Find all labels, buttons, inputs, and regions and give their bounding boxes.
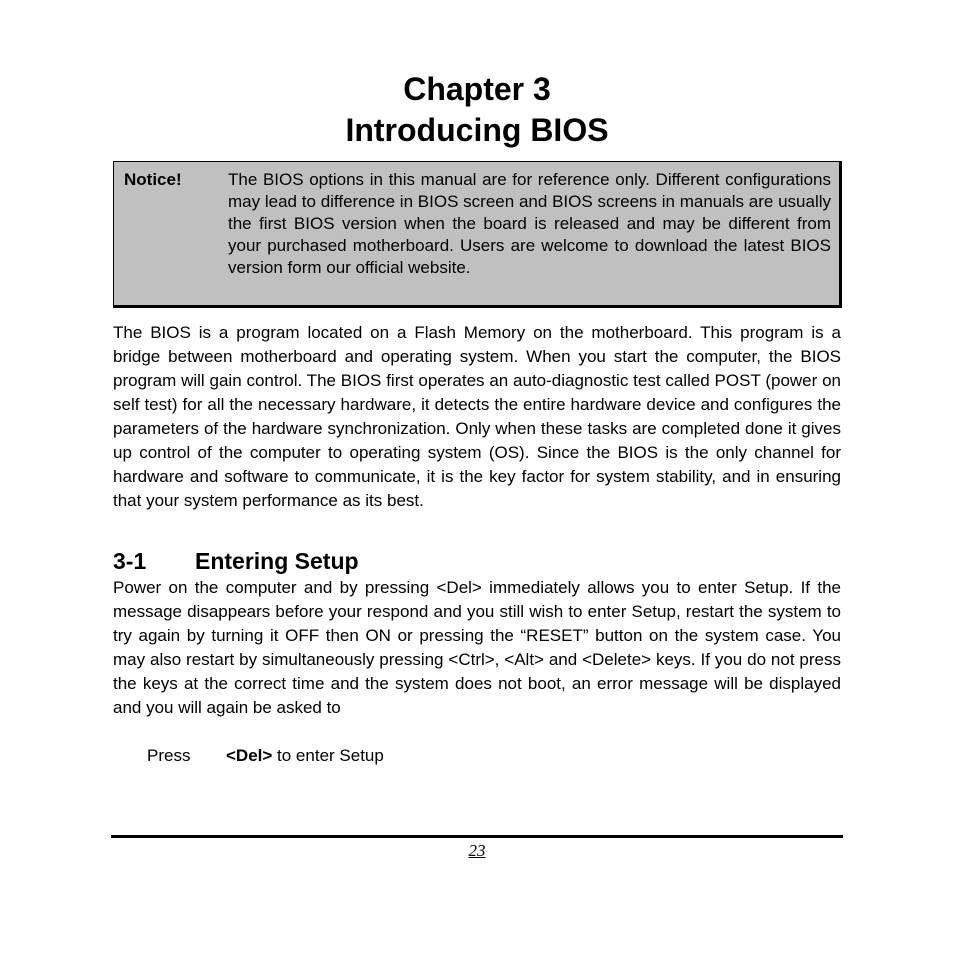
section-number: 3-1 xyxy=(113,548,147,574)
page-number xyxy=(0,840,954,862)
footer-divider xyxy=(111,835,843,838)
notice-label: Notice! xyxy=(124,170,182,189)
chapter-title: Introducing BIOS xyxy=(345,112,609,148)
notice-box xyxy=(113,161,842,308)
page-number-text: 23 xyxy=(468,841,486,860)
section-paragraph: Power on the computer and by pressing <Del> immediately allows you to enter Setup. If the message disappears before your respond and you still wish to enter Setup, restart the system to try again by turning it OFF then ON or pressing the “RESET” button on the system case. You may also restart by simultaneously pressing <Ctrl>, <Alt> and <Delete> keys. If you do not press the keys at the correct time and the system does not boot, an error message will be displayed and you will again be asked to xyxy=(113,578,841,717)
press-instruction-text: to enter Setup xyxy=(272,746,384,765)
chapter-number: Chapter 3 xyxy=(403,71,551,107)
press-word: Press xyxy=(147,746,191,765)
section-heading xyxy=(113,546,359,576)
press-instruction xyxy=(147,744,384,768)
section-title: Entering Setup xyxy=(195,548,359,574)
notice-text: The BIOS options in this manual are for reference only. Different configurations may lead to difference in BIOS screen and BIOS screens in manuals are usually the first BIOS version when the board is released and may be different from your purchased motherboard. Users are welcome to download the latest BIOS version form our official website. xyxy=(228,170,831,277)
intro-paragraph: The BIOS is a program located on a Flash Memory on the motherboard. This program is a bridge between motherboard and operating system. When you start the computer, the BIOS program will gain control. The BIOS first operates an auto-diagnostic test called POST (power on self test) for all the necessary hardware, it detects the entire hardware device and configures the parameters of the hardware synchronization. Only when these tasks are completed done it gives up control of the computer to operating system (OS). Since the BIOS is the only channel for hardware and software to communicate, it is the key factor for system stability, and in ensuring that your system performance as its best. xyxy=(113,323,841,510)
del-key-label: <Del> xyxy=(226,746,273,765)
